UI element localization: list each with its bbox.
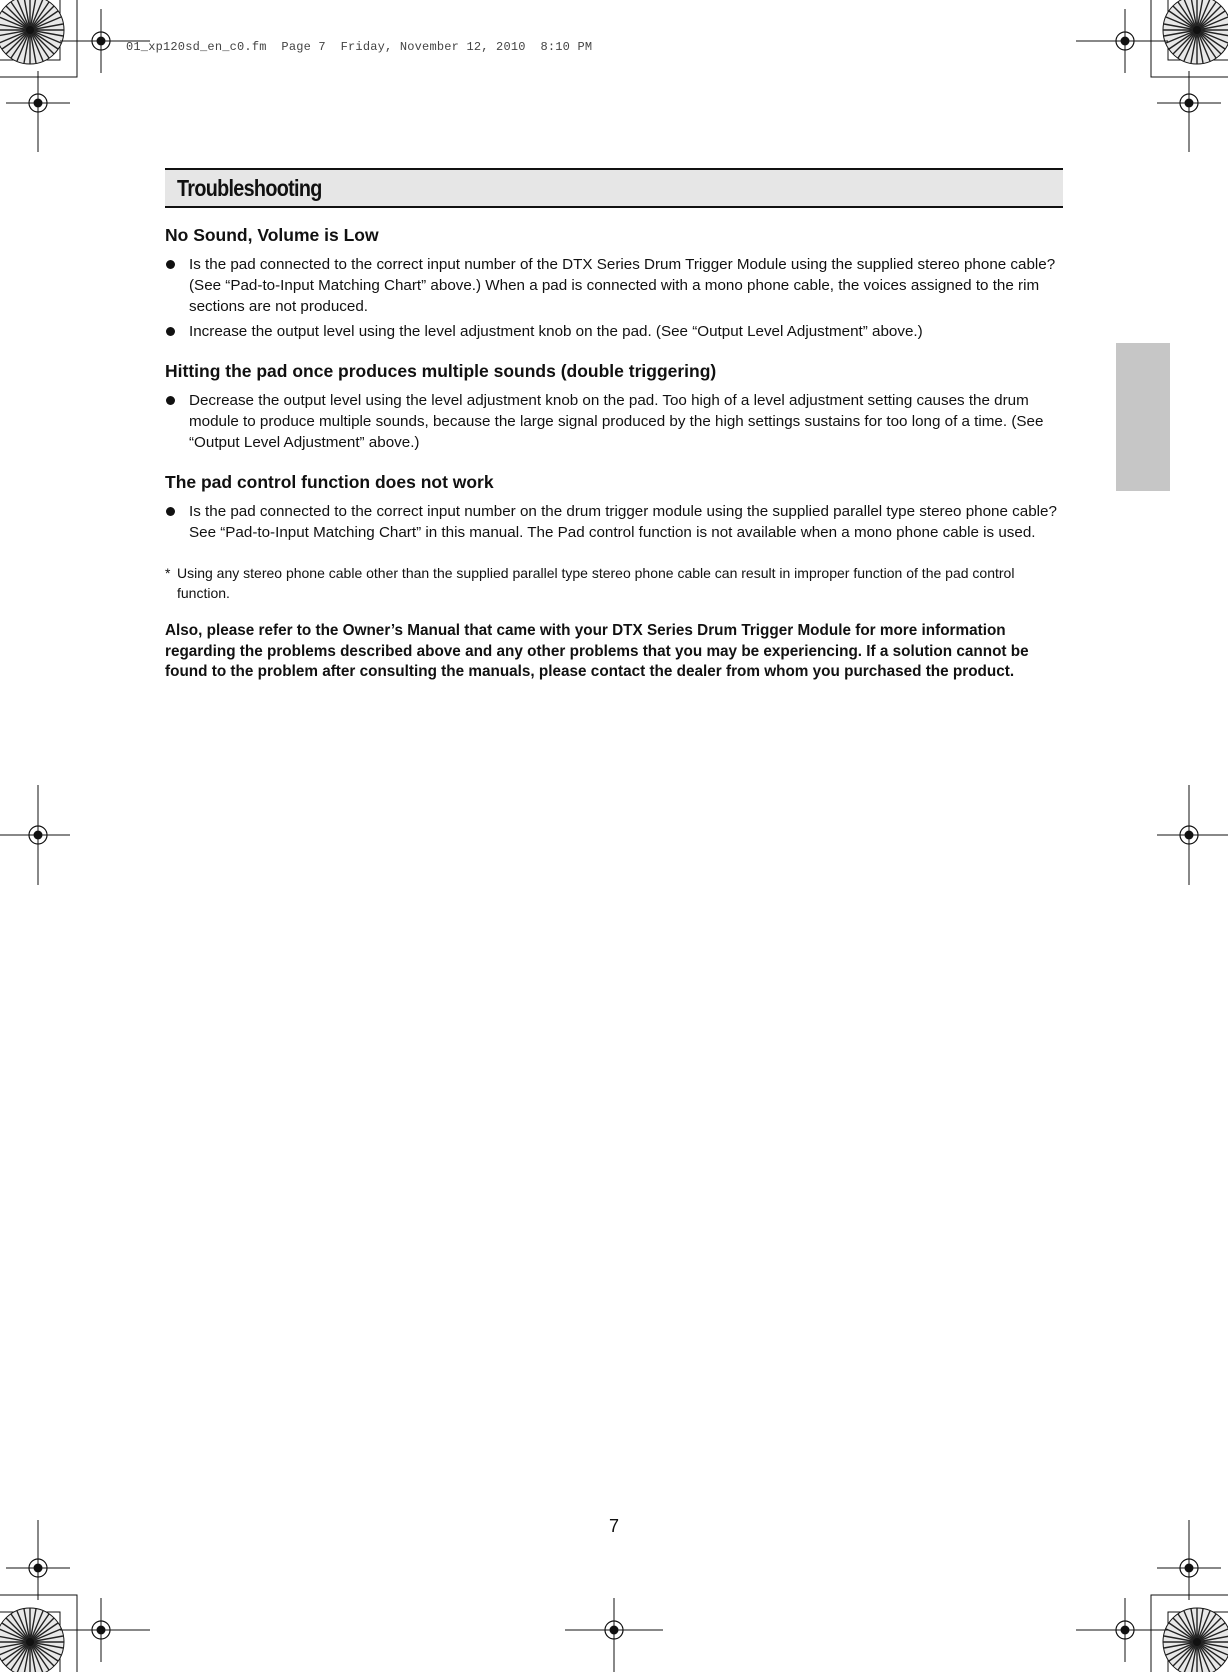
bullet-list bbox=[165, 501, 1063, 543]
footnote-text: Using any stereo phone cable other than the supplied parallel type stereo phone cable can result in improper function of the pad control function. bbox=[177, 565, 1015, 601]
list-item bbox=[165, 254, 1063, 317]
footnote bbox=[165, 563, 1063, 603]
section-heading: The pad control function does not work bbox=[165, 472, 494, 492]
list-item-text: Is the pad connected to the correct input number on the drum trigger module using the supplied parallel type stereo phone cable? See “Pad-to-Input Matching Chart” in this manual. The Pad control function is not available when a mono phone cable is used. bbox=[189, 503, 1057, 541]
page-title: Troubleshooting bbox=[177, 174, 322, 201]
side-tab bbox=[1116, 343, 1170, 491]
list-item bbox=[165, 321, 1063, 342]
list-item bbox=[165, 390, 1063, 453]
section-title-band bbox=[165, 168, 1063, 208]
list-item-text: Increase the output level using the level adjustment knob on the pad. (See “Output Level Adjustment” above.) bbox=[189, 323, 923, 340]
list-item-text: Decrease the output level using the level adjustment knob on the pad. Too high of a level adjustment setting causes the drum module to produce multiple sounds, because the large signal produced by the high settings sustains for too long of a time. (See “Output Level Adjustment” above.) bbox=[189, 392, 1044, 451]
bullet-icon bbox=[166, 396, 175, 405]
bullet-list bbox=[165, 390, 1063, 453]
bullet-icon bbox=[166, 327, 175, 336]
closing-paragraph: Also, please refer to the Owner’s Manual that came with your DTX Series Drum Trigger Module for more information regarding the problems described above and any other problems that you may be experiencing. If a solution cannot be found to the problem after consulting the manuals, please contact the dealer from whom you purchased the product. bbox=[165, 622, 1029, 680]
list-item bbox=[165, 501, 1063, 543]
section-heading: No Sound, Volume is Low bbox=[165, 225, 379, 245]
list-item-text: Is the pad connected to the correct input number of the DTX Series Drum Trigger Module using the supplied stereo phone cable? (See “Pad-to-Input Matching Chart” above.) When a pad is connected with a mono phone cable, the voices assigned to the rim sections are not produced. bbox=[189, 256, 1056, 315]
bullet-list bbox=[165, 254, 1063, 342]
footnote-marker: * bbox=[165, 565, 171, 581]
bullet-icon bbox=[166, 507, 175, 516]
troubleshooting-content bbox=[165, 168, 1063, 683]
file-slug: 01_xp120sd_en_c0.fm Page 7 Friday, November 12, 2010 8:10 PM bbox=[126, 40, 593, 54]
section-no-sound bbox=[165, 224, 1063, 342]
section-pad-control bbox=[165, 471, 1063, 543]
page-number: 7 bbox=[608, 1516, 619, 1536]
section-heading: Hitting the pad once produces multiple sounds (double triggering) bbox=[165, 361, 717, 381]
bullet-icon bbox=[166, 260, 175, 269]
section-double-triggering bbox=[165, 360, 1063, 453]
